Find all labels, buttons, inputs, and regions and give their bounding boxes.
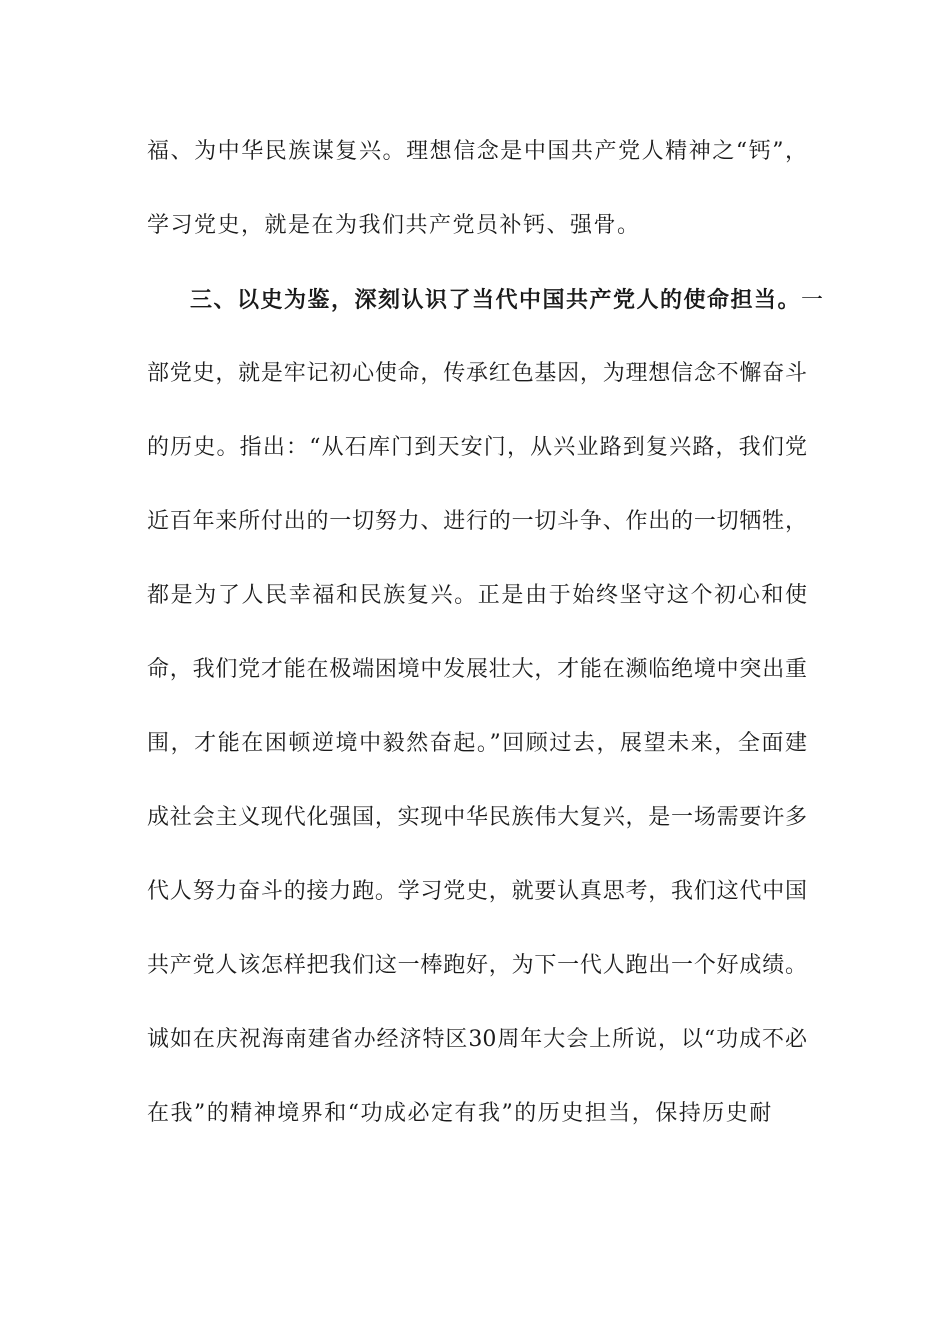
paragraph-line-10: 代人努力奋斗的接力跑。学习党史，就要认真思考，我们这代中国 [147, 879, 807, 904]
paragraph-line-4: 的历史。指出：“从石库门到天安门，从兴业路到复兴路，我们党 [147, 435, 807, 460]
section-heading-line [190, 280, 825, 320]
paragraph-line-6: 都是为了人民幸福和民族复兴。正是由于始终坚守这个初心和使 [147, 583, 807, 608]
paragraph-line-12: 诚如在庆祝海南建省办经济特区30周年大会上所说，以“功成不必 [147, 1027, 807, 1052]
paragraph-line-8: 围，才能在困顿逆境中毅然奋起。”回顾过去，展望未来，全面建 [147, 731, 807, 756]
paragraph-line-13: 在我”的精神境界和“功成必定有我”的历史担当，保持历史耐 [147, 1101, 773, 1126]
paragraph-line-7: 命，我们党才能在极端困境中发展壮大，才能在濒临绝境中突出重 [147, 657, 807, 682]
paragraph-line-3: 部党史，就是牢记初心使命，传承红色基因，为理想信念不懈奋斗 [147, 361, 807, 386]
paragraph-line-11: 共产党人该怎样把我们这一棒跑好，为下一代人跑出一个好成绩。 [147, 953, 807, 978]
section-heading: 三、以史为鉴，深刻认识了当代中国共产党人的使命担当。 [190, 287, 802, 313]
paragraph-line-2: 学习党史，就是在为我们共产党员补钙、强骨。 [147, 213, 641, 238]
paragraph-line-1: 福、为中华民族谋复兴。理想信念是中国共产党人精神之“钙”， [147, 139, 807, 164]
paragraph-line-5: 近百年来所付出的一切努力、进行的一切斗争、作出的一切牺牲， [147, 509, 807, 534]
section-heading-continuation: 一 [801, 288, 825, 313]
paragraph-line-9: 成社会主义现代化强国，实现中华民族伟大复兴，是一场需要许多 [147, 805, 807, 830]
